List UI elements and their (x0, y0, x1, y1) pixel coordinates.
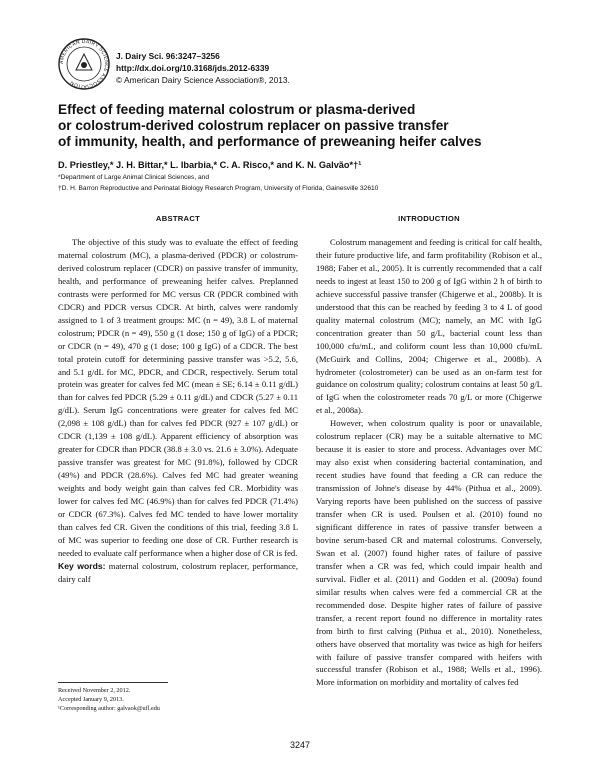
abstract-text: The objective of this study was to evaluate the effect of feeding maternal colostrum (MC), a plasma-derived (PDCR) or colostrum-derived colostrum replacer (CDCR) on passive transfer of immunity, health, and performance of preweaning heifer calves. Preplanned contrasts were performed for MC versus CR (PDCR combined with CDCR) and PDCR versus CDCR. At birth, calves were randomly assigned to 1 of 3 treatment groups: MC (n = 49), 3.8 L of maternal colostrum; PDCR (n = 49), 550 g (1 dose; 150 g of IgG) of a PDCR; or CDCR (n = 49), 470 g (1 dose; 100 g IgG) of a CDCR. The best total protein cutoff for determining passive transfer was >5.2, 5.6, and 5.1 g/dL for MC, PDCR, and CDCR, respectively. Serum total protein was greater for calves fed MC (mean ± SE; 6.14 ± 0.11 g/dL) than for calves fed PDCR (5.29 ± 0.11 g/dL) and CDCR (5.27 ± 0.11 g/dL). Serum IgG concentrations were greater for calves fed MC (2,098 ± 108 g/dL) than for calves fed PDCR (927 ± 107 g/dL) or CDCR (1,139 ± 108 g/dL). Apparent efficiency of absorption was greater for CDCR than PDCR (38.8 ± 3.0 vs. 21.6 ± 3.0%). Adequate passive transfer was greatest for MC (91.8%), followed by CDCR (49%) and PDCR (28.6%). Calves fed MC had greater weaning weights and body weight gain than calves fed CR. Morbidity was lower for calves fed MC (46.9%) than for calves fed PDCR (71.4%) or CDCR (67.3%). Calves fed MC tended to have lower mortality than calves fed CR. Given the conditions of this trial, feeding 3.8 L of MC was superior to feeding one dose of CR. Further research is needed to evaluate calf performance when a higher dose of CR is fed. (58, 237, 298, 558)
keywords (58, 560, 298, 586)
accepted-date: Accepted January 9, 2013. (58, 696, 124, 704)
affiliations (58, 172, 538, 194)
received-date: Received November 2, 2012. (58, 687, 131, 694)
page-number: 3247 (289, 740, 311, 750)
journal-copyright: © American Dairy Science Association®, 2013. (116, 75, 290, 86)
journal-info (116, 50, 416, 87)
journal-citation: J. Dairy Sci. 96:3247–3256 (116, 51, 220, 61)
journal-doi[interactable]: http://dx.doi.org/10.3168/jds.2012-6339 (116, 63, 270, 74)
title-line: of immunity, health, and performance of preweaning heifer calves (58, 133, 482, 149)
introduction-body (316, 236, 542, 689)
footnote-divider (58, 682, 168, 683)
corresponding-author: ¹Corresponding author: galvaok@ufl.edu (58, 705, 160, 713)
keywords-text: maternal colostrum, colostrum replacer, performance, dairy calf (58, 560, 298, 584)
keywords-label: Key words: (58, 560, 106, 571)
abstract-heading: ABSTRACT (155, 214, 201, 223)
affiliation-line: *Department of Large Animal Clinical Sciences, and (58, 174, 210, 181)
affiliation-line: †D. H. Barron Reproductive and Perinatal Biology Research Program, University of Florida, Gainesville 32610 (58, 185, 379, 192)
intro-paragraph: However, when colostrum quality is poor or unavailable, colostrum replacer (CR) may be a suitable alternative to MC because it is easier to store and process. Advantages over MC may also exist when considering bacterial contamination, and recent studies have found that feeding a CR can reduce the transmission of Johne's disease by 44% (Pithua et al., 2009). Varying reports have been published on the success of passive transfer when CR is used. Poulsen et al. (2010) found no significant difference in rates of passive transfer between a bovine serum-based CR and maternal colostrums. Conversely, Swan et al. (2007) found higher rates of failure of passive transfer when a CR was fed, which could impair health and survival. Fidler et al. (2011) and Godden et al. (2009a) found similar results when calves were fed a commercial CR at the recommended dose. Despite higher rates of failure of passive transfer, a recent report found no difference in mortality rates from birth to first calving (Pithua et al., 2010). Nonetheless, others have observed that mortality was twice as high for heifers with failure of passive transfer compared with heifers with successful transfer (Robison et al., 1988; Wells et al., 1996). More information on morbidity and mortality of calves fed (316, 418, 542, 688)
abstract-body (58, 236, 298, 586)
intro-paragraph: Colostrum management and feeding is critical for calf health, their future productive life, and farm profitability (Robison et al., 1988; Faber et al., 2005). It is currently recommended that a calf needs to ingest at least 150 to 200 g of IgG within 2 h of birth to achieve successful passive transfer (Chigerwe et al., 2008b). It is understood that this can be reached by feeding 3 to 4 L of good quality maternal colostrum (MC); namely, an MC with IgG concentration greater than 50 g/L, bacterial count less than 100,000 cfu/mL, and coliform count less than 10,000 cfu/mL (McGuirk and Collins, 2004; Chigerwe et al., 2008b). A hydrometer (colostrometer) can be used as an on-farm test for guidance on colostrum quality; colostrum contains at least 50 g/L of IgG when the colostrometer reads 70 g/L or more (Chigerwe et al., 2008a). (316, 237, 542, 416)
article-title (58, 102, 528, 149)
footnotes (58, 686, 298, 714)
svg-text:AMERICAN DAIRY SCIENCE ASSOCIA: AMERICAN DAIRY SCIENCE ASSOCIATION (58, 38, 110, 90)
title-line: or colostrum-derived colostrum replacer on passive transfer (58, 117, 449, 133)
author-list: D. Priestley,* J. H. Bittar,* L. Ibarbia,* C. A. Risco,* and K. N. Galvão*†¹ (58, 160, 362, 170)
introduction-heading: INTRODUCTION (398, 214, 460, 223)
title-line: Effect of feeding maternal colostrum or plasma-derived (58, 102, 416, 117)
journal-seal-logo (58, 38, 110, 90)
